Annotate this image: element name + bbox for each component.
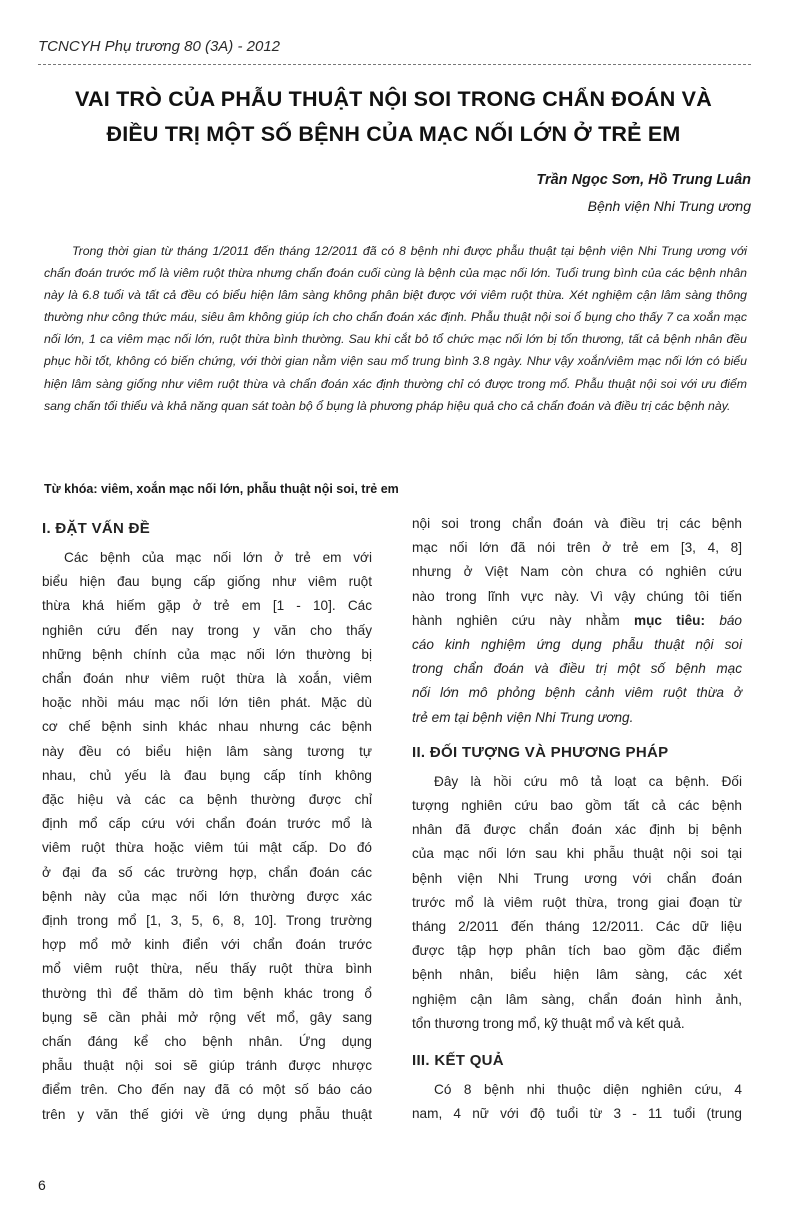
left-column (42, 512, 372, 1127)
text-line: biểu hiện đau bụng cấp giống như viêm ruột (42, 574, 372, 590)
text-line: tượng nghiên cứu bao gồm tất cả các bệnh (412, 798, 742, 814)
text-line: thừa khá hiếm gặp ở trẻ em [1 - 10]. Các (42, 598, 372, 614)
intro-paragraph (42, 546, 372, 1127)
text-line: bệnh nhân, biểu hiện lâm sàng, các xét (412, 967, 742, 983)
text-line: trong chẩn đoán và điều trị một số bệnh mạc (412, 661, 742, 677)
keywords: Từ khóa: viêm, xoắn mạc nối lớn, phẫu thuật nội soi, trẻ em (44, 482, 399, 496)
text-line: ở đại đa số các trường hợp, chẩn đoán các (42, 864, 372, 880)
text-line: trẻ em tại bệnh viện Nhi Trung ương. (412, 709, 634, 725)
page-number: 6 (38, 1177, 46, 1193)
text-line: nhau, chủ yếu là đau bụng cấp tính không (42, 767, 372, 783)
running-header: TCNCYH Phụ trương 80 (3A) - 2012 (38, 38, 280, 55)
text-line: nghiên cứu đến nay trong y văn cho thấy (42, 622, 372, 638)
affiliation: Bệnh viện Nhi Trung ương (587, 198, 751, 214)
title-line-1: VAI TRÒ CỦA PHẪU THUẬT NỘI SOI TRONG CHẨN ĐOÁN VÀ (75, 87, 712, 111)
text-line: trước mổ là viêm ruột thừa, trong giai đoạn từ (412, 894, 742, 910)
text-line: điểm trên. Cho đến nay đã có một số báo cáo (42, 1082, 372, 1098)
text-line: Đây là hồi cứu mô tả loạt ca bệnh. Đối (434, 773, 742, 789)
section-heading-results: III. KẾT QUẢ (412, 1052, 504, 1070)
text-line: bụng sẽ cần phải mở rộng vết mổ, gây sang (42, 1009, 372, 1025)
abstract: Trong thời gian từ tháng 1/2011 đến tháng 12/2011 đã có 8 bệnh nhi được phẫu thuật tại bệnh viện Nhi Trung ương với chẩn đoán trước mổ là viêm ruột thừa nhưng chẩn đoán cuối cùng là bệnh của mạc nối lớn. Tuổi trung bình của các bệnh nhân này là 6.8 tuổi và tất cả đều có biểu hiện lâm sàng không phân biệt được với viêm ruột thừa. Xét nghiệm cận lâm sàng thông thường như công thức máu, siêu âm không giúp ích cho chẩn đoán xác định. Phẫu thuật nội soi ổ bụng cho thấy 7 ca xoắn mạc nối lớn, 1 ca viêm mạc nối lớn, ruột thừa bình thường. Sau khi cắt bỏ tổ chức mạc nối lớn bị tổn thương, tất cả bệnh nhân đều phục hồi tốt, không có biến chứng, với thời gian nằm viện sau mổ trung bình 3.8 ngày. Như vậy xoắn/viêm mạc nối lớn có biểu hiện lâm sàng giống như viêm ruột thừa và chẩn đoán xác định thường chỉ có được trong mổ. Phẫu thuật nội soi với ưu điểm sang chấn tối thiểu và khả năng quan sát toàn bộ ổ bụng là phương pháp hiệu quả cho cả chẩn đoán và điều trị các bệnh này. (44, 244, 747, 413)
text-line: phẫu thuật nội soi sẽ giúp tránh được nhược (42, 1058, 372, 1074)
text-line: hoặc nhồi máu mạc nối lớn tiên phát. Mặc dù (42, 695, 372, 711)
results-paragraph (412, 1078, 742, 1126)
text-line: Có 8 bệnh nhi thuộc diện nghiên cứu, 4 (434, 1082, 742, 1098)
text-line: nhưng ở Việt Nam còn chưa có nghiên cứu (412, 564, 742, 580)
text-line: Các bệnh của mạc nối lớn ở trẻ em với (64, 550, 372, 565)
section-heading-methods: II. ĐỐI TƯỢNG VÀ PHƯƠNG PHÁP (412, 743, 669, 761)
text-line: những bệnh chính của mạc nối lớn thường bị (42, 646, 372, 662)
text-line: nghiệm cận lâm sàng, chẩn đoán hình ảnh, (412, 991, 742, 1007)
text-line: viêm ruột thừa hoặc viêm túi mật cấp. Do đó (42, 840, 372, 856)
text-line: thường thì để thăm dò tìm bệnh khác trong ổ (42, 985, 372, 1001)
title-line-2: ĐIỀU TRỊ MỘT SỐ BỆNH CỦA MẠC NỐI LỚN Ở TRẺ EM (106, 122, 681, 146)
text-line: của mạc nối lớn sau khi phẫu thuật nội soi tại (412, 846, 742, 862)
objective-text (412, 633, 742, 730)
methods-paragraph (412, 770, 742, 1036)
objective-label: mục tiêu: (634, 612, 705, 628)
objective-post: báo (705, 612, 742, 628)
text-line: nào trong lĩnh vực này. Vì vậy chúng tôi tiến (412, 588, 742, 604)
section-heading-intro: I. ĐẶT VẤN ĐỀ (42, 520, 151, 537)
text-line: tháng 2/2011 đến tháng 12/2011. Các dữ liệu (412, 919, 742, 935)
text-line: định trong mổ [1, 3, 5, 6, 8, 10]. Trong trường (42, 913, 372, 929)
text-line: định mổ cấp cứu với chẩn đoán trước mổ là (42, 816, 372, 832)
right-column (412, 512, 742, 1126)
text-line: tổn thương trong mổ, kỹ thuật mổ và kết quả. (412, 1015, 685, 1031)
text-line: nối lớn mô phỏng bệnh cảnh viêm ruột thừa ở (412, 685, 742, 701)
objective-line (412, 609, 742, 633)
text-line: chấn đáng kể cho bệnh nhân. Ứng dụng (42, 1034, 372, 1050)
text-line: nội soi trong chẩn đoán và điều trị các bệnh (412, 516, 742, 531)
text-line: nhân đã được chẩn đoán xác định bị bệnh (412, 822, 742, 838)
text-line: cơ chế bệnh sinh khác nhau nhưng các bệnh (42, 719, 372, 735)
authors: Trần Ngọc Sơn, Hồ Trung Luân (536, 172, 751, 188)
article-title (30, 82, 757, 152)
text-line: cáo kinh nghiệm ứng dụng phẫu thuật nội soi (412, 637, 742, 653)
text-line: này đều có biểu hiện lâm sàng tương tự (42, 743, 372, 759)
text-line: trên y văn thế giới về ứng dụng phẫu thuật (42, 1106, 372, 1122)
text-line: được tập hợp phân tích bao gồm đặc điểm (412, 943, 742, 959)
text-line: hợp mổ mở kinh điển với chẩn đoán trước (42, 937, 372, 953)
text-line: mổ viêm ruột thừa, nếu thấy ruột thừa bình (42, 961, 372, 977)
text-line: mạc nối lớn đã nói trên ở trẻ em [3, 4, 8] (412, 540, 742, 556)
objective-pre: hành nghiên cứu này nhằm (412, 612, 635, 628)
text-line: chẩn đoán như viêm ruột thừa là xoắn, viêm (42, 671, 372, 687)
text-line: nam, 4 nữ với độ tuổi từ 3 - 11 tuổi (trung (412, 1106, 742, 1122)
text-line: bệnh này của mạc nối lớn thường được xác (42, 888, 372, 904)
text-line: đặc hiệu và các ca bệnh thường được chỉ (42, 792, 372, 808)
intro-paragraph-continued (412, 512, 742, 609)
header-rule (38, 64, 751, 65)
text-line: bệnh viện Nhi Trung ương với chẩn đoán (412, 870, 742, 886)
